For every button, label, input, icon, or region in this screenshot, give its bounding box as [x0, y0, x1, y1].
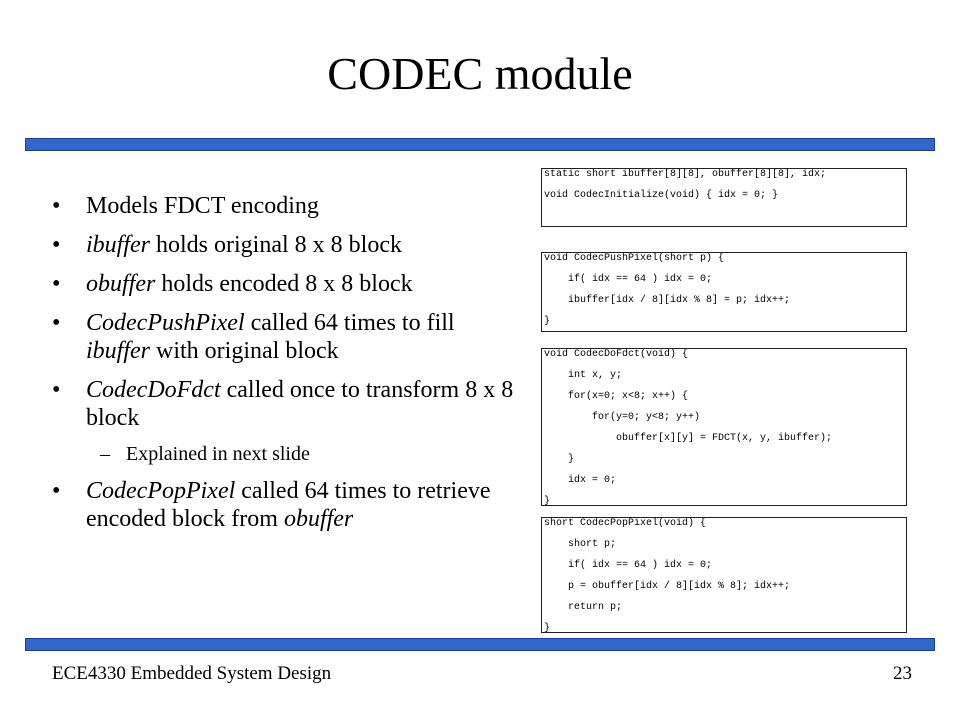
code-line: obuffer[x][y] = FDCT(x, y, ibuffer);	[544, 433, 833, 444]
bullet-text: ibuffer	[86, 232, 150, 258]
bullet-item	[48, 477, 518, 533]
code-line: }	[544, 454, 575, 465]
code-line: if( idx == 64 ) idx = 0;	[544, 560, 713, 571]
bullet-item	[48, 309, 518, 365]
bullet-text: Models FDCT encoding	[86, 193, 319, 219]
top-accent-bar	[25, 138, 935, 151]
code-line: }	[544, 316, 551, 327]
code-line: void CodecPushPixel(short p) {	[544, 253, 725, 264]
code-line: void CodecDoFdct(void) {	[544, 349, 689, 360]
bullet-text: holds encoded 8 x 8 block	[155, 271, 413, 297]
bullet-list	[48, 192, 518, 533]
bullet-text: CodecPopPixel	[86, 478, 236, 504]
bullet-item	[48, 376, 518, 432]
code-line: ibuffer[idx / 8][idx % 8] = p; idx++;	[544, 295, 791, 306]
bullet-text: CodecDoFdct	[86, 377, 221, 403]
code-line: if( idx == 64 ) idx = 0;	[544, 274, 713, 285]
bullet-text: CodecPushPixel	[86, 310, 245, 336]
code-block-declarations	[541, 168, 907, 227]
sub-bullet-item	[48, 442, 518, 466]
code-line: void CodecInitialize(void) { idx = 0; }	[544, 190, 779, 201]
bottom-accent-bar	[25, 638, 935, 651]
code-block-do-fdct	[541, 348, 907, 506]
bullet-text: called 64 times to retrieve encoded block from	[86, 478, 491, 532]
code-block-pop-pixel	[541, 517, 907, 633]
code-line: return p;	[544, 602, 623, 613]
bullet-text: called once to transform 8 x 8 block	[86, 377, 514, 431]
bullet-item	[48, 270, 518, 298]
bullet-text: obuffer	[86, 271, 156, 297]
code-line: p = obuffer[idx / 8][idx % 8]; idx++;	[544, 581, 791, 592]
bullet-text: obuffer	[283, 506, 354, 532]
code-line: }	[544, 496, 551, 506]
bullet-text: called 64 times to fill	[244, 310, 455, 336]
code-line: static short ibuffer[8][8], obuffer[8][8], idx;	[544, 169, 827, 180]
page-number: 23	[893, 663, 912, 684]
code-line: short p;	[544, 539, 617, 550]
code-line: int x, y;	[544, 370, 623, 381]
code-line: idx = 0;	[544, 475, 617, 486]
bullet-text: ibuffer	[86, 338, 150, 364]
slide-title: CODEC module	[327, 48, 633, 99]
code-line: for(y=0; y<8; y++)	[544, 412, 701, 423]
bullet-text: with original block	[150, 338, 339, 364]
footer-course-title: ECE4330 Embedded System Design	[52, 663, 332, 684]
bullet-item	[48, 231, 518, 259]
bullet-text: holds original 8 x 8 block	[150, 232, 402, 258]
bullet-item	[48, 192, 518, 220]
code-line: }	[544, 623, 551, 633]
code-line: for(x=0; x<8; x++) {	[544, 391, 689, 402]
code-line: short CodecPopPixel(void) {	[544, 518, 707, 529]
bullet-text: Explained in next slide	[126, 443, 310, 465]
code-block-push-pixel	[541, 252, 907, 332]
